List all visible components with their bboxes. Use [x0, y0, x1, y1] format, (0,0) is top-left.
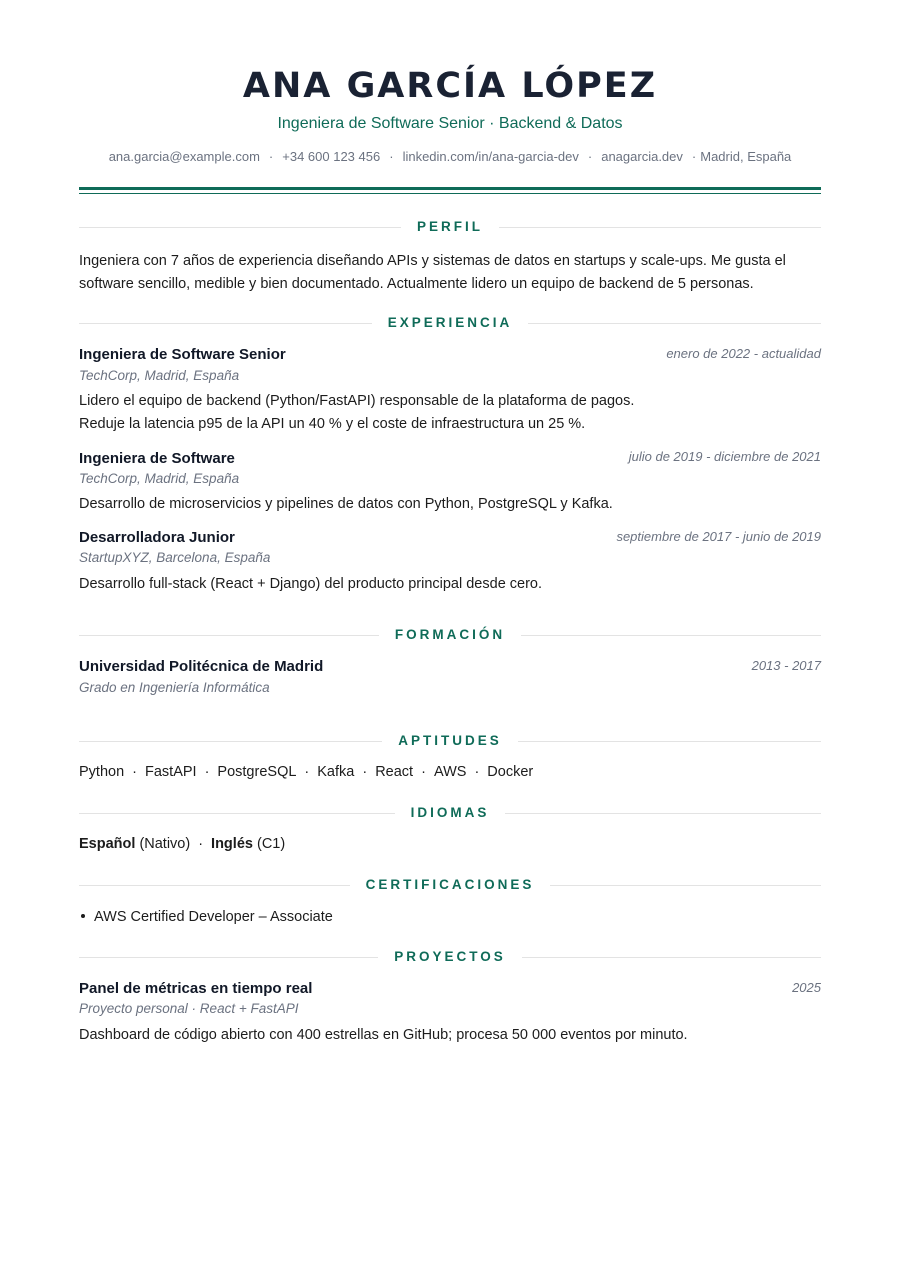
job-description: Lidero el equipo de backend (Python/FastAPI) responsable de la plataforma de pagos. [79, 393, 635, 409]
skill-item: Docker [487, 764, 534, 780]
section-title: CERTIFICACIONES [350, 875, 551, 895]
section-title: APTITUDES [382, 731, 518, 751]
language-name: Español [79, 836, 136, 852]
job-title: Desarrolladora Junior [79, 529, 235, 546]
project-title: Panel de métricas en tiempo real [79, 980, 313, 997]
header-divider-thin [79, 193, 821, 194]
header-divider-thick [79, 187, 821, 190]
skill-item: PostgreSQL [217, 764, 297, 780]
section-proyectos-heading [79, 947, 821, 967]
job-company: TechCorp, Madrid, España [79, 368, 240, 383]
skill-item: Kafka [317, 764, 355, 780]
section-aptitudes-heading [79, 731, 821, 751]
section-title: EXPERIENCIA [372, 313, 529, 333]
skill-item: Python [79, 764, 125, 780]
job-description: Desarrollo full-stack (React + Django) del producto principal desde cero. [79, 576, 543, 592]
section-formacion-heading [79, 625, 821, 645]
job-title: Ingeniera de Software Senior [79, 346, 286, 363]
job-company: TechCorp, Madrid, España [79, 471, 240, 486]
project-description: Dashboard de código abierto con 400 estrellas en GitHub; procesa 50 000 eventos por minuto. [79, 1027, 688, 1043]
job-dates: septiembre de 2017 - junio de 2019 [616, 529, 821, 544]
contact-location: Madrid, España [700, 149, 792, 164]
language-level: (C1) [256, 836, 286, 852]
section-perfil-heading [79, 217, 821, 237]
section-title: FORMACIÓN [379, 625, 521, 645]
profile-summary: Ingeniera con 7 años de experiencia diseñando APIs y sistemas de datos en startups y scale-ups. Me gusta el software sencillo, medible y bien documentado. Actualmente lidero un equipo de backend de 5 personas. [79, 253, 786, 292]
contact-linkedin[interactable]: linkedin.com/in/ana-garcia-dev [402, 149, 579, 164]
section-title: PROYECTOS [378, 947, 522, 967]
skills-list: Python · FastAPI · PostgreSQL · Kafka · React · AWS · Docker [79, 764, 534, 780]
resume-headline: Ingeniera de Software Senior · Backend & Datos [277, 115, 623, 132]
section-idiomas-heading [79, 803, 821, 823]
certification-item: AWS Certified Developer – Associate [79, 909, 333, 925]
job-title: Ingeniera de Software [79, 450, 235, 467]
bullet-icon [81, 914, 85, 918]
section-certificaciones-heading [79, 875, 821, 895]
education-dates: 2013 - 2017 [751, 658, 821, 673]
skill-item: FastAPI [145, 764, 197, 780]
language-level: (Nativo) [139, 836, 191, 852]
resume-name: ANA GARCÍA LÓPEZ [242, 66, 658, 106]
skill-item: AWS [433, 764, 467, 780]
job-company: StartupXYZ, Barcelona, España [79, 550, 271, 565]
job-dates: julio de 2019 - diciembre de 2021 [628, 449, 821, 464]
section-title: IDIOMAS [395, 803, 506, 823]
project-year: 2025 [792, 980, 821, 995]
degree-name: Grado en Ingeniería Informática [79, 680, 270, 695]
languages-list: Español (Nativo) · Inglés (C1) [79, 836, 286, 852]
job-description: Reduje la latencia p95 de la API un 40 % y el coste de infraestructura un 25 %. [79, 416, 586, 432]
job-description: Desarrollo de microservicios y pipelines de datos con Python, PostgreSQL y Kafka. [79, 496, 613, 512]
school-name: Universidad Politécnica de Madrid [79, 658, 324, 675]
project-subtitle: Proyecto personal · React + FastAPI [79, 1001, 299, 1016]
job-dates: enero de 2022 - actualidad [666, 346, 821, 361]
contact-phone[interactable]: +34 600 123 456 [282, 149, 381, 164]
skill-item: React [375, 764, 414, 780]
contact-website[interactable]: anagarcia.dev [601, 149, 683, 164]
section-title: PERFIL [401, 217, 499, 237]
section-experiencia-heading [79, 313, 821, 333]
language-name: Inglés [211, 836, 253, 852]
contact-email[interactable]: ana.garcia@example.com [108, 149, 260, 164]
contact-line: ana.garcia@example.com · +34 600 123 456 · linkedin.com/in/ana-garcia-dev · anagarcia.dev · Madrid, España [108, 149, 792, 164]
